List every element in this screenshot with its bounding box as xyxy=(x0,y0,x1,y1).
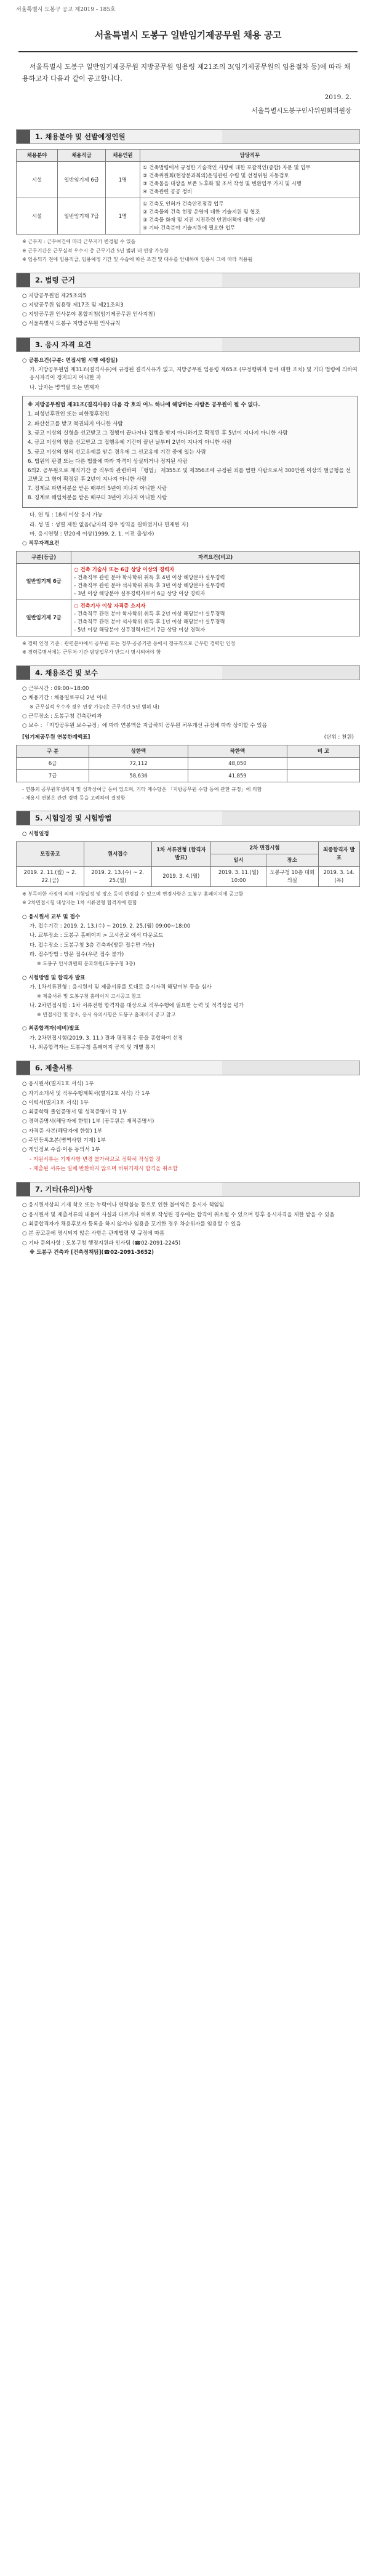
page-title: 서울특별시 도봉구 일반임기제공무원 채용 공고 xyxy=(18,28,358,52)
contact-info: ※ 도봉구 건축과 [건축정책팀](☎02-2091-3652) xyxy=(30,1249,154,1256)
condition-item: ※ 근무실적 우수자 경우 연장 가능(총 근무기간 5년 범위 내) xyxy=(30,704,159,710)
section-title: 1. 채용분야 및 선발예정인원 xyxy=(35,132,126,142)
subsection-title: ○ 공통요건(구분: 면접시험 시행 예정일) xyxy=(22,357,118,364)
note: - 지원서류는 기재사항 변경 불가하므로 정확히 작성할 것 xyxy=(30,1156,161,1163)
note: - 연봉외 공무원후생복지 및 성과상여금 등이 있으며, 기타 제수당은 「지방공무원 수당 등에 관한 규정」에 의함 xyxy=(22,786,262,792)
document-item: ○ 자기소개서 및 직무수행계획서(별지2호 서식) 각 1부 xyxy=(22,1090,150,1097)
condition-item: ○ 채용기간 : 채용일로부터 2년 이내 xyxy=(22,694,107,701)
eligibility-item: 라. 성 별 : 성별 제한 없음(남자의 경우 병역을 필하였거나 면제된 자) xyxy=(30,521,189,528)
document-item: ○ 경력증명서(해당자에 한함) 1부 (공무원은 재직증명서) xyxy=(22,1118,154,1125)
document-item: ○ 개인정보 수집·이용 동의서 1부 xyxy=(22,1147,100,1154)
document-item: ○ 이력서(별지3호 서식) 1부 xyxy=(22,1099,89,1106)
table-header: 채용직급 xyxy=(57,150,105,162)
document-item: ○ 최종학력 졸업증명서 및 성적증명서 각 1부 xyxy=(22,1109,127,1116)
section-title: 6. 제출서류 xyxy=(35,1064,73,1073)
table-header: 하한액 xyxy=(188,745,287,757)
recruit-table xyxy=(16,149,360,235)
table-header: 구분(등급) xyxy=(17,551,71,563)
document-item: ○ 주민등록초본(병역사항 기재) 1부 xyxy=(22,1138,106,1144)
section-header-conditions xyxy=(16,665,360,680)
table-header: 비 고 xyxy=(287,745,359,757)
section-title: 4. 채용조건 및 보수 xyxy=(35,668,98,677)
table-row: 2019. 2. 11.(월) ~ 2. 22.(금) 2019. 2. 13.(수) ~ 2. 25.(월) 2019. 3. 4.(월) 2019. 3. 11.(월) 10:00 도봉구청 10층 대회의실 2019. 3. 14.(목) xyxy=(17,866,360,886)
note: ※ 경력증명서에는 근무처·기간·담당업무가 반드시 명시되어야 함 xyxy=(22,649,161,656)
table-row: 시설 일반임기제 7급 1명 ① 건축도 인허가 건축안전점검 업무 ② 건축물의 건축 현장 운영에 대한 기술지원 및 협조 ③ 건축물 화재 및 지진 지진관련 안전대책에 대한 시행 ④ 기타 건축분야 기술지원에 필요한 업무 xyxy=(17,198,360,235)
law-item: ○ 지방공무원법 제25조의5 xyxy=(22,292,87,299)
misc-item: ○ 본 공고문에 명시되지 않은 사항은 관계법령 및 규정에 따름 xyxy=(22,1230,165,1237)
subsection-title: ○ 직무자격요건 xyxy=(22,540,60,547)
law-item: ○ 서울특별시 도봉구 지방공무원 인사규칙 xyxy=(22,321,121,327)
table-header: 담당직무 xyxy=(140,150,359,162)
condition-item: ○ 근무장소 : 도봉구청 건축관리과 xyxy=(22,713,102,720)
eligibility-item: 가. 지방공무원법 제31조(결격사유)에 규정된 결격사유가 없고, 지방공무원 임용령 제65조 (부정행위자 등에 대한 조치) 및 기타 법령에 의하여 응시자격이 정지되지 아니한 자 xyxy=(30,367,358,382)
section-title: 3. 응시 자격 요건 xyxy=(35,340,92,349)
note: ※ 2차면접시험 대상자는 1차 서류전형 합격자에 한함 xyxy=(22,900,137,906)
section-title: 5. 시험일정 및 시험방법 xyxy=(35,814,112,823)
misc-item: ○ 최종합격자가 채용후보자 등록을 하지 않거나 임용을 포기한 경우 차순위자를 임용할 수 있음 xyxy=(22,1221,241,1227)
section-title: 2. 법령 근거 xyxy=(35,275,75,284)
misc-item: ○ 응시원서 및 제출서류의 내용이 사실과 다르거나 허위로 작성된 경우에는 합격이 취소될 수 있으며 향후 응시자격을 제한 받을 수 있음 xyxy=(22,1211,335,1218)
section-title: 7. 기타(유의)사항 xyxy=(35,1185,93,1194)
subsection-title: ○ 최종합격자(예비)발표 xyxy=(22,1025,80,1032)
schedule-table: 모집공고 원서접수 1차 서류전형 (합격자발표) 2차 면접시험 최종합격자 발표 일시 장소 2019. 2. 11.(월) ~ 2. 22.(금) 2019. 2. 13.(수) ~ 2. 25.(월) 2019. 3. 4.(월) 2019. 3. 11.(월) 10:00 도봉구청 10층 대회의실 2019. 3. 14.(목) xyxy=(16,841,360,887)
notice-date: 2019. 2. xyxy=(324,93,351,101)
eligibility-item: 마. 응시연령 : 만20세 이상(1999. 2. 1. 이전 출생자) xyxy=(30,531,154,538)
document-item: ○ 응시원서(별지1호 서식) 1부 xyxy=(22,1081,94,1088)
notice-page: 서울특별시 도봉구 공고 제2019 - 185호 서울특별시 도봉구 일반임기제공무원 채용 공고 서울특별시 도봉구 일반임기제공무원 지방공무원 임용령 제21조의 3(임기제공무원의 임용절차 등)에 따라 채용하고자 다음과 같이 공고합니다. 2019. 2. 서울특별시도봉구인사위원회위원장 1. 채용분야 및 선발예정인원 채용분야 채용직급 채용인원 담당직무 시설 일반임기제 6급 1명 ① 건축법령에서 규정한 기술적인 사항에 대한 포괄적인(종합) 자문 및 업무 ② 건축위원회(현장분과회의)운영관련 수립 및 선정위원 자동검토 ③ 건축물을 대상을 보존 노후화 및 조서 작성 및 변환업무 가지 및 시행 ④ 건축관련 공공 정비 시설 일반임기제 7급 1명 ① 건축도 인허가 건축안전점검 업무 ② 건축물의 건축 현장 운영에 대한 기술지원 및 협조 ③ 건축물 화재 및 지진 지진관련 안전대책에 대한 시행 ④ 기타 건축분야 기술지원에 필요한 업무 ※ 근무지 : 근무여건에 따라 근무지가 변경될 수 있음 ※ 근무기간은 근무실적 우수시 총 근무기간 5년 범위 내 연장 가능함 ※ 임용되기 전에 임용직급, 임용예정 기간 및 수습에 따른 조건 및 대우를 안내하며 임용시 그에 따라 적용됨 2. 법령 근거 ○ 지방공무원법 제25조의5 ○ 지방공무원 임용령 제17조 및 제21조의3 ○ 지방공무원 인사분야 통합지침(임기제공무원 인사지침) ○ 서울특별시 도봉구 지방공무원 인사규칙 3. 응시 자격 요건 ○ 공통요건(구분: 면접시험 시행 예정일) 가. 지방공무원법 제31조(결격사유)에 규정된 결격사유가 없고, 지방공무원 임용령 제65조 (부정행위자 등에 대한 조치) 및 기타 법령에 의하여 응시자격이 정지되지 아니한 자 나. 남자는 병역필 또는 면제자 ※ 지방공무원법 제31조(결격사유) 다음 각 호의 어느 하나에 해당하는 사람은 공무원이 될 수 없다. 1. 피성년후견인 또는 피한정후견인 2. 파산선고를 받고 복권되지 아니한 사람 3. 금고 이상의 실형을 선고받고 그 집행이 끝나거나 집행을 받지 아니하기로 확정된 후 5년이 지나지 아니한 사람 4. 금고 이상의 형을 선고받고 그 집행유예 기간이 끝난 날부터 2년이 지나지 아니한 사람 5. 금고 이상의 형의 선고유예를 받은 경우에 그 선고유예 기간 중에 있는 사람 6. 법원의 판결 또는 다른 법률에 따라 자격이 상실되거나 정지된 사람 6의2. 공무원으로 재직기간 중 직무와 관련하여 「형법」 제355조 및 제356조에 규정된 죄를 범한 사람으로서 300만원 이상의 벌금형을 선고받고 그 형이 확정된 후 2년이 지나지 아니한 사람 7. 징계로 파면처분을 받은 때부터 5년이 지나지 아니한 사람 8. 징계로 해임처분을 받은 때부터 3년이 지나지 아니한 사람 다. 연 령 : 18세 이상 응시 가능 라. 성 별 : 성별 제한 없음(남자의 경우 병역을 필하였거나 면제된 자) 마. 응시연령 : 만20세 이상(1999. 2. 1. 이전 출생자) ○ 직무자격요건 구분(등급) 자격요건(비고) 일반임기제 6급 ○ 건축 기술사 또는 6급 상당 이상의 경력자 - 건축직무 관련 분야 학사학위 취득 후 4년 이상 해당분야 실무경력 - 건축직무 관련 분야 석사학위 취득 후 3년 이상 해당분야 실무경력 - 3년 이상 해당분야 실무경력자로서 6급 상당 이상 경력자 일반임기제 7급 ○ 건축기사 이상 자격증 소지자 - 건축직무 관련 분야 학사학위 취득 후 2년 이상 해당분야 실무경력 - 건축직무 관련 분야 석사학위 취득 후 1년 이상 해당분야 실무경력 - 5년 이상 해당분야 실무경력자로서 7급 상당 이상 경력자 ※ 경력 인정 기준 : 관련분야에서 공무원 또는 정부·공공기관 등에서 정규직으로 근무한 경력만 인정 ※ 경력증명서에는 근무처·기간·담당업무가 반드시 명시되어야 함 4. 채용조건 및 보수 ○ 근무시간 : 09:00~18:00 ○ 채용기간 : 채용일로부터 2년 이내 ※ 근무실적 우수자 경우 연장 가능(총 근무기간 5년 범위 내) ○ 근무장소 : 도봉구청 건축관리과 ○ 보수 : 「지방공무원 보수규정」에 따라 연봉액을 지급하되 공무원 처우개선 규정에 따라 상이할 수 있음 [임기제공무원 연봉한계액표] (단위 : 천원) 구 분 상한액 하한액 비 고 6급 72,112 48,050 7급 58,636 41,859 - 연봉외 공무원후생복지 및 성과상여금 등이 있으며, 기타 제수당은 「지방공무원 수당 등에 관한 규정」에 의함 - 채용시 연봉은 관련 경력 등을 고려하여 결정함 5. 시험일정 및 시험방법 ○ 시험일정 모집공고 원서접수 1차 서류전형 (합격자발표) 2차 면접시험 최종합격자 발표 일시 장소 2019. 2. 11.(월) ~ 2. 22.(금) 2019. 2. 13.(수) ~ 2. 25.(월) 2019. 3. 4.(월) 2019. 3. 11.(월) 10:00 도봉구청 10층 대회의실 2019. 3. 14.(목) ※ 부득이한 사정에 의해 시험일정 및 장소 등이 변경될 수 있으며 변경사항은 도봉구 홈페이지에 공고함 ※ 2차면접시험 대상자는 1차 서류전형 합격자에 한함 ○ 응시원서 교부 및 접수 가. 접수기간 : 2019. 2. 13.(수) ~ 2019. 2. 25.(월) 09:00~18:00 나. 교부장소 : 도봉구 홈페이지 > 고시공고 에서 다운로드 다. 접수장소 : 도봉구청 3층 건축과(방문 접수만 가능) 라. 접수방법 : 방문 접수(우편 접수 불가) ※ 도봉구 인사위원회 분과위원(도봉구청 3층) ○ 시험방법 및 합격자 발표 가. 1차서류전형 : 응시원서 및 제출서류를 토대로 응시자격 해당여부 등을 심사 ※ 제출서류 및 도봉구청 홈페이지 고시공고 참고 나. 2차면접시험 : 1차 서류전형 합격자를 대상으로 직무수행에 필요한 능력 및 적격성을 평가 ※ 면접시간 및 장소, 응시 유의사항은 도봉구 홈페이지 공고 참고 ○ 최종합격자(예비)발표 가. 2차면접시험(2019. 3. 11.) 결과 평정점수 등을 종합하여 선정 나. 최종합격자는 도봉구청 홈페이지 공지 및 개별 통지 6. 제출서류 ○ 응시원서(별지1호 서식) 1부 ○ 자기소개서 및 직무수행계획서(별지2호 서식) 각 1부 ○ 이력서(별지3호 서식) 1부 ○ 최종학력 졸업증명서 및 성적증명서 각 1부 ○ 경력증명서(해당자에 한함) 1부 (공무원은 재직증명서) ○ 자격증 사본(해당자에 한함) 1부 ○ 주민등록초본(병역사항 기재) 1부 ○ 개인정보 수집·이용 동의서 1부 - 지원서류는 기재사항 변경 불가하므로 정확히 작성할 것 - 제출된 서류는 일체 반환하지 않으며 허위기재시 합격을 취소함 7. 기타(유의)사항 ○ 응시원서상의 기재 착오 또는 누락이나 연락불능 등으로 인한 불이익은 응시자 책임임 ○ 응시원서 및 제출서류의 내용이 사실과 다르거나 허위로 작성된 경우에는 합격이 취소될 수 있으며 향후 응시자격을 제한 받을 수 있음 ○ 최종합격자가 채용후보자 등록을 하지 않거나 임용을 포기한 경우 차순위자를 임용할 수 있음 ○ 본 공고문에 명시되지 않은 사항은 관계법령 및 규정에 따름 ○ 기타 문의사항 : 도봉구청 행정지원과 인사팀 (☎02-2091-2245) ※ 도봉구 건축과 [건축정책팀](☎02-2091-3652) xyxy=(0,0,376,2576)
pay-table-unit: (단위 : 천원) xyxy=(324,734,354,741)
law-item: ○ 지방공무원 임용령 제17조 및 제21조의3 xyxy=(22,302,124,308)
section-header-schedule xyxy=(16,811,360,825)
table-header: 채용분야 xyxy=(17,150,58,162)
note: ※ 도봉구 인사위원회 분과위원(도봉구청 3층) xyxy=(37,961,135,967)
condition-item: ○ 보수 : 「지방공무원 보수규정」에 따라 연봉액을 지급하되 공무원 처우개선 규정에 따라 상이할 수 있음 xyxy=(22,722,267,729)
table-row: 일반임기제 6급 ○ 건축 기술사 또는 6급 상당 이상의 경력자 - 건축직무 관련 분야 학사학위 취득 후 4년 이상 해당분야 실무경력 - 건축직무 관련 분야 석사학위 취득 후 3년 이상 해당분야 실무경력 - 3년 이상 해당분야 실무경력자로서 6급 상당 이상 경력자 xyxy=(17,563,360,600)
section-header-documents xyxy=(16,1061,360,1075)
subsection-title: ○ 응시원서 교부 및 접수 xyxy=(22,913,81,920)
note: - 제출된 서류는 일체 반환하지 않으며 허위기재시 합격을 취소함 xyxy=(30,1166,178,1172)
gazette-number: 서울특별시 도봉구 공고 제2019 - 185호 xyxy=(16,7,116,13)
table-row: 일반임기제 7급 ○ 건축기사 이상 자격증 소지자 - 건축직무 관련 분야 학사학위 취득 후 2년 이상 해당분야 실무경력 - 건축직무 관련 분야 석사학위 취득 후 1년 이상 해당분야 실무경력 - 5년 이상 해당분야 실무경력자로서 7급 상당 이상 경력자 xyxy=(17,600,360,636)
subsection-title: ○ 시험일정 xyxy=(22,831,49,838)
issuer: 서울특별시도봉구인사위원회위원장 xyxy=(251,106,351,114)
misc-item: ○ 응시원서상의 기재 착오 또는 누락이나 연락불능 등으로 인한 불이익은 응시자 책임임 xyxy=(22,1202,225,1209)
disqualification-box: ※ 지방공무원법 제31조(결격사유) 다음 각 호의 어느 하나에 해당하는 사람은 공무원이 될 수 없다. 1. 피성년후견인 또는 피한정후견인 2. 파산선고를 받고 복권되지 아니한 사람 3. 금고 이상의 실형을 선고받고 그 집행이 끝나거나 집행을 받지 아니하기로 확정된 후 5년이 지나지 아니한 사람 4. 금고 이상의 형을 선고받고 그 집행유예 기간이 끝난 날부터 2년이 지나지 아니한 사람 5. 금고 이상의 형의 선고유예를 받은 경우에 그 선고유예 기간 중에 있는 사람 6. 법원의 판결 또는 다른 법률에 따라 자격이 상실되거나 정지된 사람 6의2. 공무원으로 재직기간 중 직무와 관련하여 「형법」 제355조 및 제356조에 규정된 죄를 범한 사람으로서 300만원 이상의 벌금형을 선고받고 그 형이 확정된 후 2년이 지나지 아니한 사람 7. 징계로 파면처분을 받은 때부터 5년이 지나지 아니한 사람 8. 징계로 해임처분을 받은 때부터 3년이 지나지 아니한 사람 xyxy=(22,396,358,508)
table-row: 7급 58,636 41,859 xyxy=(17,769,360,782)
note: - 채용시 연봉은 관련 경력 등을 고려하여 결정함 xyxy=(22,795,126,801)
condition-item: ○ 근무시간 : 09:00~18:00 xyxy=(22,685,89,692)
note: ※ 부득이한 사정에 의해 시험일정 및 장소 등이 변경될 수 있으며 변경사항은 도봉구 홈페이지에 공고함 xyxy=(22,891,244,897)
section-header-law xyxy=(16,273,360,287)
note: ※ 근무기간은 근무실적 우수시 총 근무기간 5년 범위 내 연장 가능함 xyxy=(22,247,169,254)
table-header: 상한액 xyxy=(89,745,188,757)
pay-table-title: [임기제공무원 연봉한계액표] xyxy=(22,734,90,741)
section-header-misc xyxy=(16,1182,360,1197)
law-item: ○ 지방공무원 인사분야 통합지침(임기제공무원 인사지침) xyxy=(22,311,156,318)
qualification-table xyxy=(16,551,360,636)
subsection-title: ○ 시험방법 및 합격자 발표 xyxy=(22,974,86,981)
section-header-recruit xyxy=(16,129,360,144)
section-header-eligibility xyxy=(16,337,360,352)
note: ※ 근무지 : 근무여건에 따라 근무지가 변경될 수 있음 xyxy=(22,239,136,245)
document-item: ○ 자격증 사본(해당자에 한함) 1부 xyxy=(22,1128,103,1134)
pay-table xyxy=(16,745,360,782)
table-row: 6급 72,112 48,050 xyxy=(17,757,360,769)
table-row: 시설 일반임기제 6급 1명 ① 건축법령에서 규정한 기술적인 사항에 대한 포괄적인(종합) 자문 및 업무 ② 건축위원회(현장분과회의)운영관련 수립 및 선정위원 자동검토 ③ 건축물을 대상을 보존 노후화 및 조서 작성 및 변환업무 가지 및 시행 ④ 건축관련 공공 정비 xyxy=(17,162,360,198)
intro-paragraph: 서울특별시 도봉구 일반임기제공무원 지방공무원 임용령 제21조의 3(임기제공무원의 임용절차 등)에 따라 채용하고자 다음과 같이 공고합니다. xyxy=(22,63,351,83)
table-header: 채용인원 xyxy=(106,150,140,162)
table-header: 자격요건(비고) xyxy=(71,551,360,563)
note: ※ 임용되기 전에 임용직급, 임용예정 기간 및 수습에 따른 조건 및 대우를 안내하며 임용시 그에 따라 적용됨 xyxy=(22,257,253,263)
note: ※ 경력 인정 기준 : 관련분야에서 공무원 또는 정부·공공기관 등에서 정규직으로 근무한 경력만 인정 xyxy=(22,640,236,646)
misc-item: ○ 기타 문의사항 : 도봉구청 행정지원과 인사팀 (☎02-2091-2245) xyxy=(22,1240,181,1246)
table-header: 구 분 xyxy=(17,745,89,757)
eligibility-item: 다. 연 령 : 18세 이상 응시 가능 xyxy=(30,512,103,519)
eligibility-item: 나. 남자는 병역필 또는 면제자 xyxy=(30,384,100,391)
